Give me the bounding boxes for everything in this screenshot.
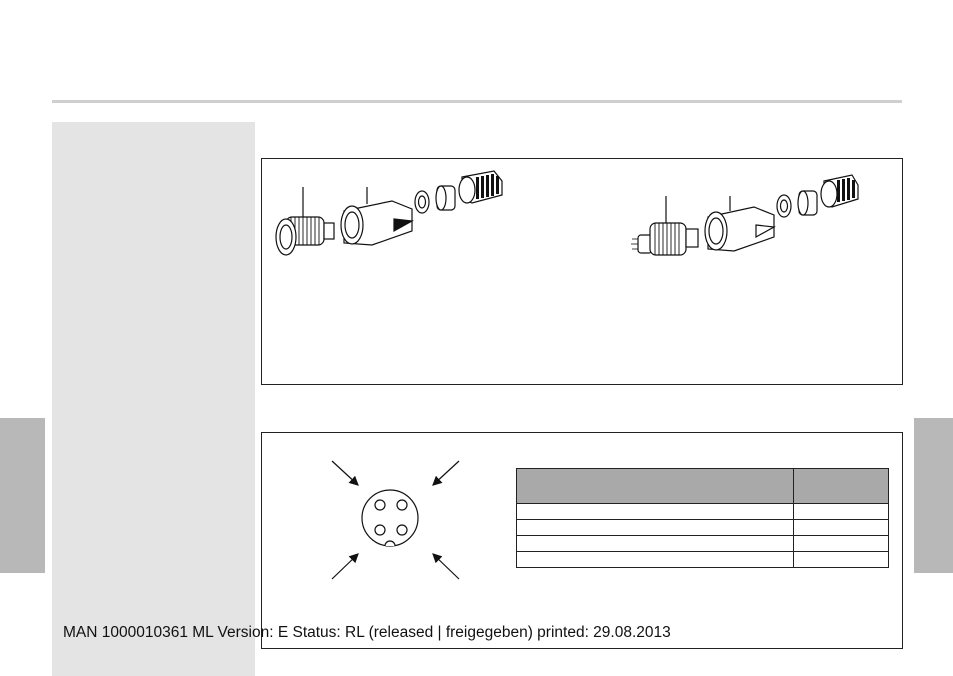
- table-header-row: [517, 469, 889, 504]
- table-cell: [794, 552, 889, 568]
- table-cell: [794, 520, 889, 536]
- table-header-function: [517, 469, 794, 504]
- table-cell: [517, 504, 794, 520]
- left-margin-panel: [52, 122, 255, 676]
- table-row: [517, 536, 889, 552]
- table-row: [517, 504, 889, 520]
- table-header-pin: [794, 469, 889, 504]
- table-cell: [517, 536, 794, 552]
- pin-assignment-table: [516, 468, 889, 568]
- connector-assembly-drawing: [262, 159, 902, 384]
- thumb-tab-left: [0, 418, 45, 573]
- table-cell: [794, 536, 889, 552]
- male-connector-assembly-icon: [631, 175, 858, 255]
- document-footer: MAN 1000010361 ML Version: E Status: RL (released | freigegeben) printed: 29.08.2013: [63, 624, 671, 641]
- female-connector-assembly-icon: [276, 171, 502, 255]
- header-divider: [52, 100, 902, 103]
- four-pin-socket-icon: [262, 433, 502, 648]
- table-cell: [517, 520, 794, 536]
- table-cell: [517, 552, 794, 568]
- table-cell: [794, 504, 889, 520]
- connector-assembly-figure: [261, 158, 903, 385]
- table-row: [517, 552, 889, 568]
- thumb-tab-right: [914, 418, 953, 573]
- table-row: [517, 520, 889, 536]
- pin-assignment-figure: [261, 432, 903, 649]
